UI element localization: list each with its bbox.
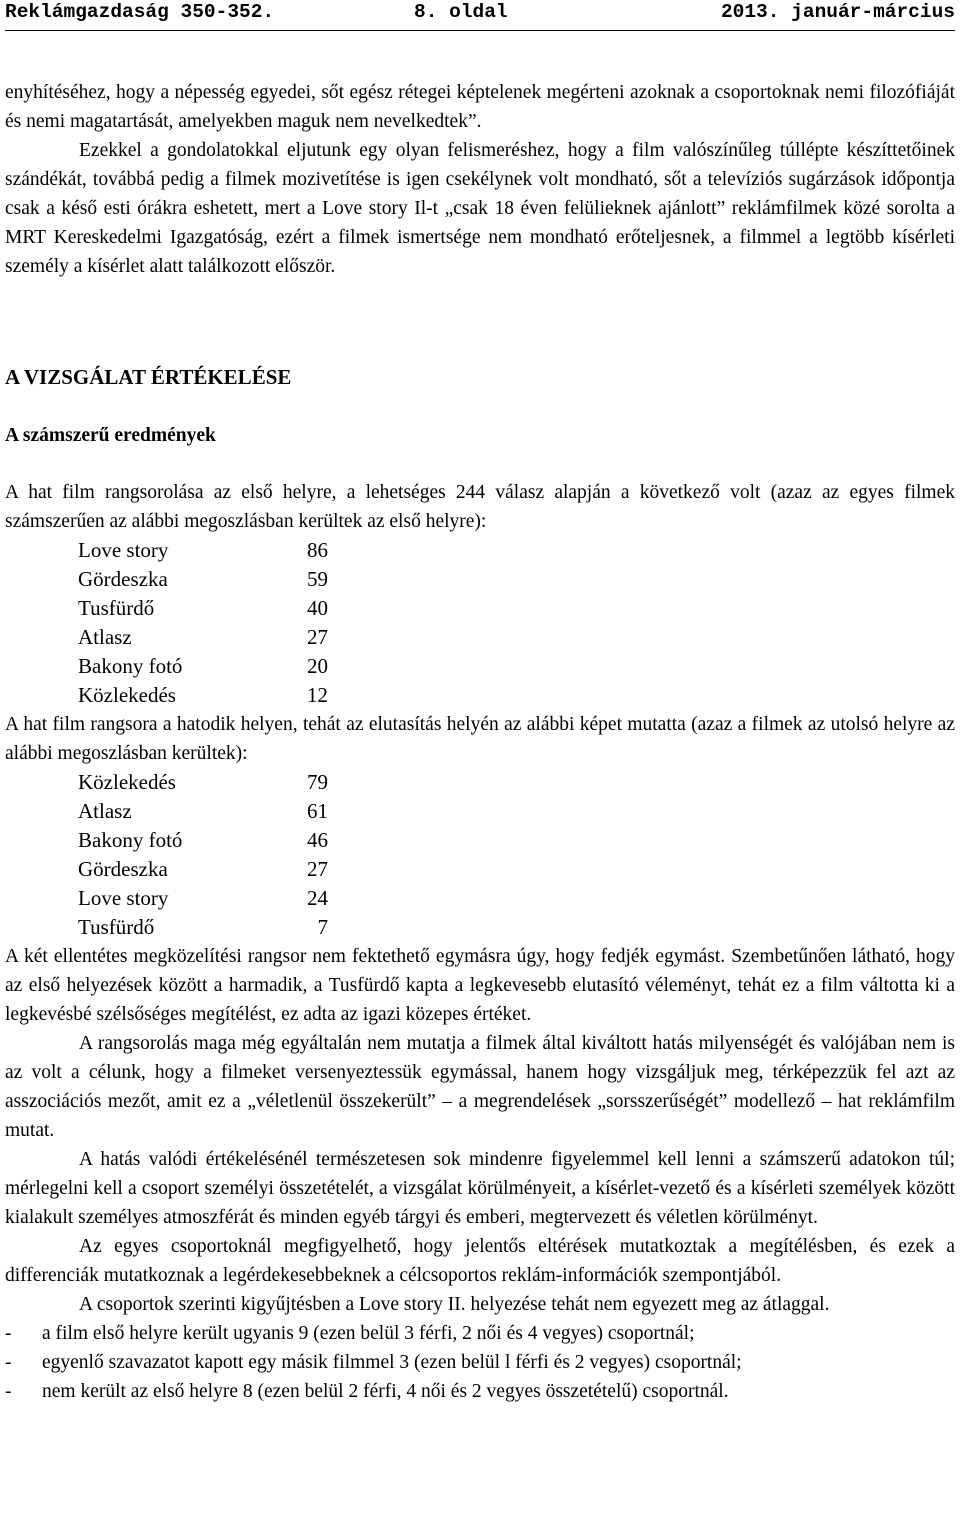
bullet-marker: - <box>5 1323 12 1344</box>
table-row <box>78 797 328 826</box>
film-name: Gördeszka <box>78 567 168 591</box>
table-row <box>78 594 328 623</box>
vote-count: 27 <box>307 857 328 881</box>
first-place-table <box>78 536 328 710</box>
film-name: Közlekedés <box>78 770 176 794</box>
film-name: Bakony fotó <box>78 828 183 852</box>
vote-count: 59 <box>307 567 328 591</box>
paragraph: A csoportok szerinti kigyűjtésben a Love story II. helyezése tehát nem egyezett meg az átlaggal. <box>79 1294 830 1315</box>
page-header <box>5 0 955 24</box>
list-item <box>5 1377 955 1406</box>
paragraph: Ezekkel a gondolatokkal eljutunk egy olyan felismeréshez, hogy a film valószínűleg túllépte készíttetőinek szándékát, továbbá pedig a filmek mozivetítése is igen csekélynek volt mondható, sőt a televíziós sugárzások időpontja csak a késő esti órákra eshetett, mert a Love story Il-t „csak 18 éven felülieknek ajánlott” reklámfilmek közé sorolta a MRT Kereskedelmi Igazgatóság, ezért a filmek ismertsége nem mondható erőteljesnek, a filmmel a legtöbb kísérleti személy a kísérlet alatt találkozott először. <box>5 140 955 277</box>
vote-count: 12 <box>307 683 328 707</box>
table-row <box>78 565 328 594</box>
header-rule <box>5 30 955 31</box>
film-name: Bakony fotó <box>78 654 183 678</box>
text-block-results <box>5 478 955 1406</box>
bullet-marker: - <box>5 1352 12 1373</box>
list-item-text: egyenlő szavazatot kapott egy másik filmmel 3 (ezen belül l férfi és 2 vegyes) csoportnál; <box>42 1352 742 1373</box>
film-name: Atlasz <box>78 799 132 823</box>
table-row <box>78 681 328 710</box>
subsection-heading-block <box>5 421 955 451</box>
list-item-text: a film első helyre került ugyanis 9 (ezen belül 3 férfi, 2 női és 4 vegyes) csoportnál; <box>42 1323 695 1344</box>
table-row <box>78 913 328 942</box>
table-row <box>78 768 328 797</box>
vote-count: 27 <box>307 625 328 649</box>
list-item <box>5 1348 955 1377</box>
header-journal-title: Reklámgazdaság 350-352. <box>5 1 275 23</box>
vote-count: 46 <box>307 828 328 852</box>
table-row <box>78 826 328 855</box>
film-name: Tusfürdő <box>78 915 155 939</box>
text-block-intro <box>5 78 955 281</box>
subsection-heading: A számszerű eredmények <box>5 425 216 446</box>
list-item <box>5 1319 955 1348</box>
film-name: Love story <box>78 538 169 562</box>
vote-count: 7 <box>317 915 328 939</box>
table-row <box>78 623 328 652</box>
bullet-marker: - <box>5 1381 12 1402</box>
list-item-text: nem került az első helyre 8 (ezen belül 2 férfi, 4 női és 2 vegyes összetételű) csoportnál. <box>42 1381 729 1402</box>
vote-count: 40 <box>307 596 328 620</box>
bullet-list <box>5 1319 955 1406</box>
last-place-table <box>78 768 328 942</box>
film-name: Atlasz <box>78 625 132 649</box>
film-name: Tusfürdő <box>78 596 155 620</box>
vote-count: 79 <box>307 770 328 794</box>
paragraph: Az egyes csoportoknál megfigyelhető, hogy jelentős eltérések mutatkoztak a megítélésben, és ezek a differenciák mutatkoznak a legérdekesebbeknek a célcsoportos reklám-információk szempontjából. <box>5 1236 955 1286</box>
paragraph: A rangsorolás maga még egyáltalán nem mutatja a filmek által kiváltott hatás milyenségét és valójában nem is az volt a célunk, hogy a filmeket versenyeztessük egymással, hanem hogy vizsgáljuk meg, térképezzük fel azt az asszociációs mezőt, amit ez a „véletlenül összekerült” – a megrendelések „sorsszerűségét” modellező – hat reklámfilm mutat. <box>5 1033 955 1141</box>
paragraph: A hat film rangsora a hatodik helyen, tehát az elutasítás helyén az alábbi képet mutatta (azaz a filmek az utolsó helyre az alábbi megoszlásban kerültek): <box>5 714 955 764</box>
table-row <box>78 536 328 565</box>
film-name: Közlekedés <box>78 683 176 707</box>
vote-count: 20 <box>307 654 328 678</box>
section-heading-block <box>5 362 955 392</box>
paragraph: enyhítéséhez, hogy a népesség egyedei, sőt egész rétegei képtelenek megérteni azoknak a csoportoknak nemi filozófiáját és nemi magatartását, amelyekben maguk nem nevelkedtek”. <box>5 82 955 132</box>
paragraph: A hat film rangsorolása az első helyre, a lehetséges 244 válasz alapján a következő volt (azaz az egyes filmek számszerűen az alábbi megoszlásban kerültek az első helyre): <box>5 482 955 532</box>
paragraph: A hatás valódi értékelésénél természetesen sok mindenre figyelemmel kell lenni a számszerű adatokon túl; mérlegelni kell a csoport személyi összetételét, a vizsgálat körülményeit, a kísérlet-vezető és a kísérleti személyek között kialakult személyes atmoszférát és minden egyéb tárgyi és emberi, megtervezett és véletlen körülményt. <box>5 1149 955 1228</box>
header-page-number: 8. oldal <box>414 1 508 23</box>
table-row <box>78 884 328 913</box>
paragraph: A két ellentétes megközelítési rangsor nem fektethető egymásra úgy, hogy fedjék egymást. Szembetűnően látható, hogy az első helyezések között a harmadik, a Tusfürdő kapta a legkevesebb elutasító véleményt, tehát ez a film váltotta ki a legkevésbé szélsőséges megítélést, ez adta az igazi közepes értéket. <box>5 946 955 1025</box>
film-name: Love story <box>78 886 169 910</box>
film-name: Gördeszka <box>78 857 168 881</box>
section-heading: A VIZSGÁLAT ÉRTÉKELÉSE <box>5 365 292 389</box>
table-row <box>78 652 328 681</box>
vote-count: 86 <box>307 538 328 562</box>
vote-count: 24 <box>307 886 328 910</box>
table-row <box>78 855 328 884</box>
vote-count: 61 <box>307 799 328 823</box>
header-issue-date: 2013. január-március <box>720 1 955 23</box>
